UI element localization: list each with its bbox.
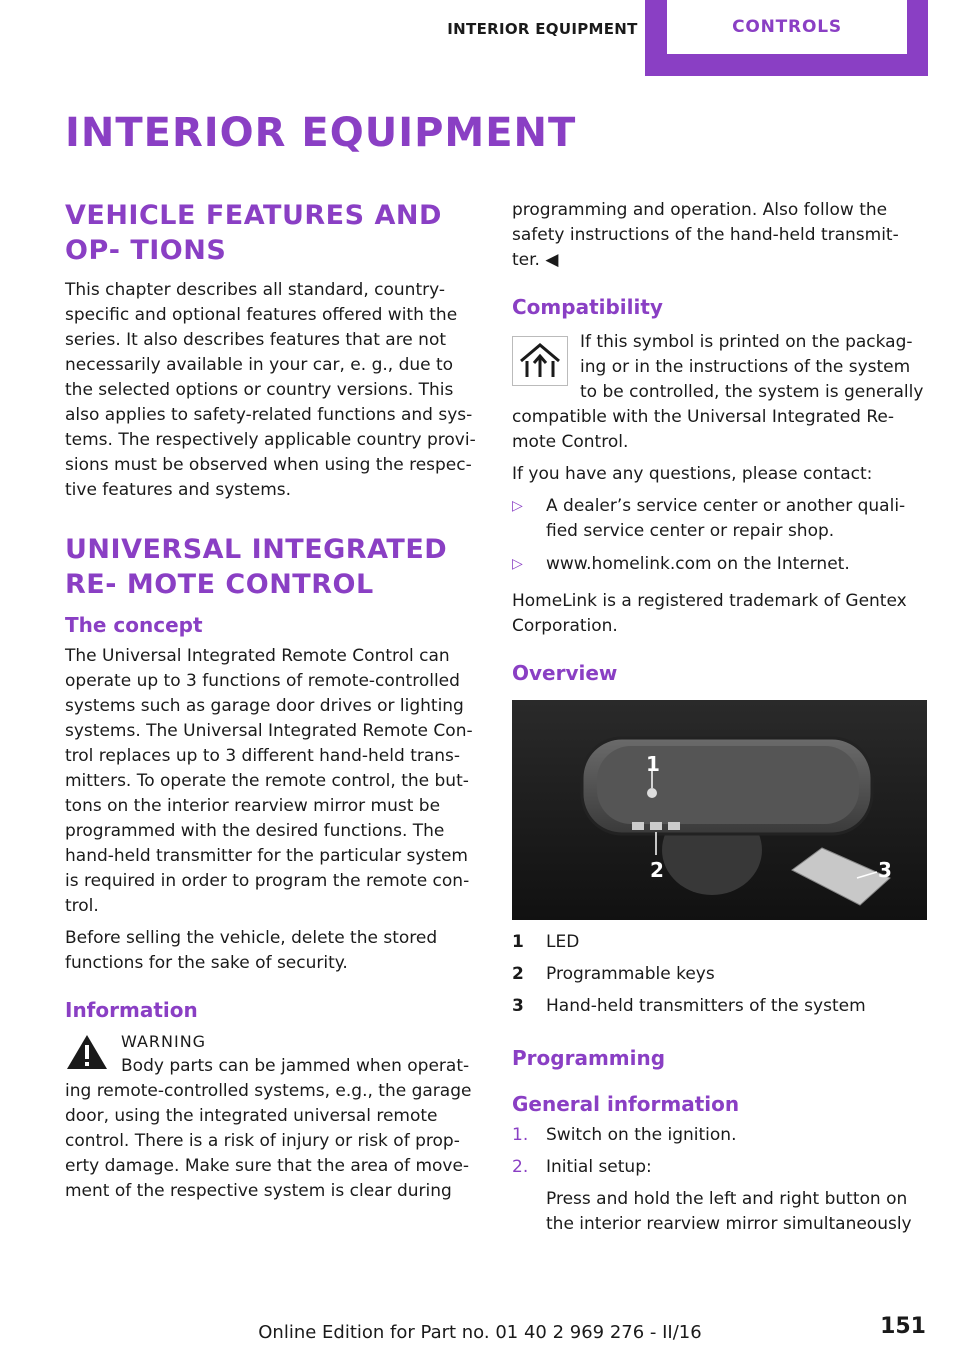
triangle-right-icon: ▷: [512, 556, 523, 572]
figure-label-2: 2: [650, 858, 664, 882]
figure-label-3: 3: [878, 858, 892, 882]
list-item: ▷ www.homelink.com on the Internet.: [512, 552, 927, 577]
selling-text: Before selling the vehicle, delete the stored functions for the sake of security.: [65, 928, 438, 973]
warning-triangle-icon: [65, 1033, 109, 1071]
page-title: INTERIOR EQUIPMENT: [65, 110, 577, 156]
legend-item: 3 Hand-held transmitters of the system: [512, 996, 866, 1016]
step-item: 2. Initial setup:: [512, 1157, 652, 1177]
vehicle-features-text: This chapter describes all standard, country-specific and optional features offered with the series. It also describes features that are not necessarily available in your car, e. g., due to the selected options or country versions. This also applies to safety-related functions and sys‐ tems. The respectively applicable country provi‐ sions must be observed when using the respec‐ tive features and systems.: [65, 280, 476, 500]
header-tab[interactable]: [645, 0, 928, 76]
step-item: 1. Switch on the ignition.: [512, 1125, 737, 1145]
vehicle-features-heading: VEHICLE FEATURES AND OP‐ TIONS: [65, 200, 442, 266]
information-heading: Information: [65, 998, 198, 1022]
overview-heading: Overview: [512, 661, 618, 685]
home-arrow-icon: [512, 336, 568, 386]
header-section-title: INTERIOR EQUIPMENT: [447, 20, 638, 38]
compatibility-text: If this symbol is printed on the packag‐ ing or in the instructions of the system to be controlled, the system is generally compatible with the Universal Integrated Re‐ mote Control.: [512, 332, 924, 452]
programming-steps: [512, 1123, 927, 1180]
legend-item: 1 LED: [512, 932, 580, 952]
programming-heading: Programming: [512, 1046, 666, 1070]
uirc-heading: UNIVERSAL INTEGRATED RE‐ MOTE CONTROL: [65, 534, 448, 600]
warning-label: WARNING: [121, 1032, 207, 1051]
questions-text: If you have any questions, please contact:: [512, 464, 873, 484]
concept-text: The Universal Integrated Remote Control can operate up to 3 functions of remote-controlled systems such as garage door drives or lighting systems. The Universal Integrated Remote Con‐ trol replaces up to 3 different hand-held trans‐ mitters. To operate the remote control, the but‐ tons on the interior rearview mirror must be programmed with the desired functions. The hand-held transmitter for the particular system is required in order to program the remote con‐ trol.: [65, 646, 473, 916]
general-information-heading: General information: [512, 1092, 740, 1116]
step2-subtext: Press and hold the left and right button on the interior rearview mirror simultaneously: [546, 1189, 912, 1234]
page-number: 151: [880, 1314, 926, 1339]
triangle-right-icon: ▷: [512, 498, 523, 514]
contact-list: [512, 494, 927, 577]
figure-label-1: 1: [646, 752, 660, 776]
mirror-illustration: [512, 700, 927, 920]
figure-legend: [512, 930, 927, 1019]
concept-heading: The concept: [65, 613, 203, 637]
trademark-text: HomeLink is a registered trademark of Gentex Corporation.: [512, 591, 907, 636]
mirror-figure: [512, 700, 927, 920]
warning-text: Body parts can be jammed when operat‐ ing remote-controlled systems, e.g., the garage door, using the integrated universal remote control. There is a risk of injury or risk of prop‐ erty damage. Make sure that the area of move‐ ment of the respective system is clear during: [65, 1056, 472, 1201]
continued-text: programming and operation. Also follow the safety instructions of the hand-held transmit‐ ter. ◀: [512, 200, 899, 270]
warning-block: [65, 1029, 480, 1204]
left-column: [65, 198, 480, 1204]
right-column: [512, 198, 927, 1237]
header-tab-label: CONTROLS: [667, 0, 907, 54]
legend-item: 2 Programmable keys: [512, 964, 715, 984]
compatibility-heading: Compatibility: [512, 295, 663, 319]
compatibility-block: [512, 330, 927, 455]
list-item: ▷ A dealer’s service center or another quali‐ fied service center or repair shop.: [512, 496, 906, 541]
footer-edition: Online Edition for Part no. 01 40 2 969 276 - II/16: [258, 1322, 702, 1343]
